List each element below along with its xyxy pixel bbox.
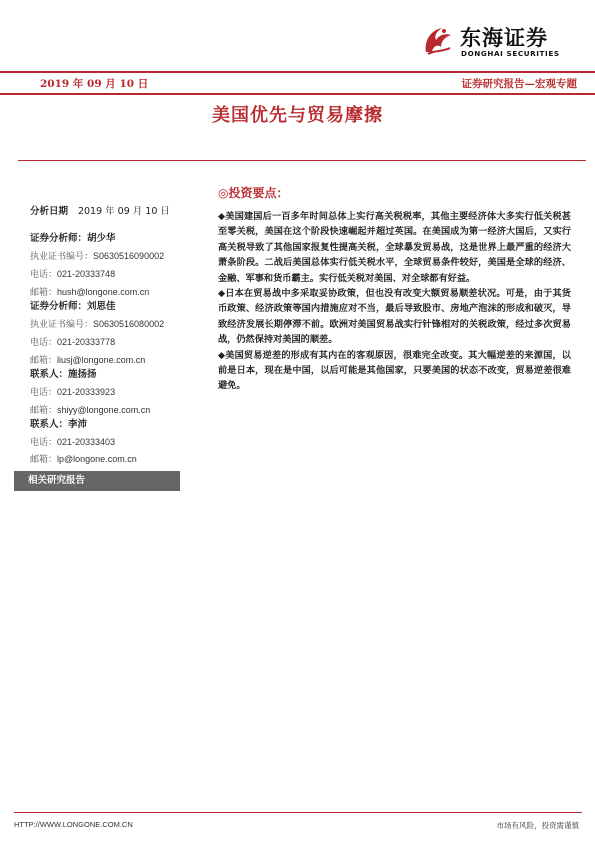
header-rule-top <box>0 71 595 73</box>
analyst-role-label: 证券分析师： <box>30 233 88 244</box>
email-label: 邮箱： <box>30 288 58 298</box>
analyst-name: 胡少华 <box>87 233 116 244</box>
email-label: 邮箱： <box>30 455 58 465</box>
analyst-1-email <box>30 285 149 298</box>
phone-value: 021-20333778 <box>57 337 116 347</box>
analyst-name: 刘思佳 <box>87 301 116 312</box>
cert-value: S0630516080002 <box>93 319 165 329</box>
analyst-2-email <box>30 353 145 366</box>
analyst-1-role <box>30 230 116 244</box>
cert-label: 执业证书编号： <box>30 252 94 262</box>
contact-1-email <box>30 403 150 416</box>
cert-label: 执业证书编号： <box>30 320 94 330</box>
phone-label: 电话： <box>30 438 58 448</box>
phone-label: 电话： <box>30 270 58 280</box>
contact-1-role <box>30 366 97 380</box>
contact-2-role <box>30 416 87 430</box>
report-date: 2019 年 09 月 10 日 <box>40 78 149 90</box>
contact-name: 李沛 <box>68 419 88 430</box>
brand-name-cn: 东海证券 <box>460 25 548 50</box>
brand-logo <box>420 22 580 60</box>
footer-rule <box>14 812 582 813</box>
header-rule-bottom <box>0 93 595 95</box>
analysis-date-value: 2019 年 09 月 10 日 <box>77 206 170 217</box>
phone-value: 021-20333748 <box>57 269 116 279</box>
analyst-role-label: 证券分析师： <box>30 301 88 312</box>
report-type: 证券研究报告—宏观专题 <box>461 78 577 90</box>
analyst-1-phone <box>30 267 115 280</box>
phone-label: 电话： <box>30 338 58 348</box>
key-points-body <box>218 209 571 394</box>
key-point-paragraph: ◆美国建国后一百多年时间总体上实行高关税税率，其他主要经济体大多实行低关税甚至零关税，美国在这个阶段快速崛起并超过英国。在美国成为第一经济大国后，又实行高关税导致了其他国家报复性提高关税，全球暴发贸易战，这是世界上最严重的经济大萧条阶段。二战后美国总体实行低关税水平，全球贸易条件较好，美国是全球的经济、金融、军事和货币霸主。实行低关税对美国、对全球都有好益。 <box>218 211 571 284</box>
contact-role-label: 联系人： <box>30 369 69 380</box>
email-link[interactable]: shiyy@longone.com.cn <box>57 405 151 415</box>
email-label: 邮箱： <box>30 406 58 416</box>
email-label: 邮箱： <box>30 356 58 366</box>
email-link[interactable]: hush@longone.com.cn <box>57 287 150 297</box>
footer-url-link[interactable]: HTTP://WWW.LONGONE.COM.CN <box>14 820 133 829</box>
related-reports-header: 相关研究报告 <box>14 471 180 491</box>
contact-2-email <box>30 452 137 465</box>
analysis-date-row <box>30 203 170 217</box>
report-title: 美国优先与贸易摩擦 <box>212 105 383 126</box>
footer-risk-notice: 市场有风险，投资需谨慎 <box>496 821 579 830</box>
contact-name: 施扬扬 <box>68 369 97 380</box>
dragon-logo-icon <box>420 22 456 58</box>
brand-name-en: DONGHAI SECURITIES <box>461 49 560 58</box>
contact-role-label: 联系人： <box>30 419 69 430</box>
email-link[interactable]: lp@longone.com.cn <box>57 454 137 464</box>
title-divider <box>18 160 586 161</box>
header-bar <box>0 71 595 95</box>
analyst-2-role <box>30 298 116 312</box>
contact-2-phone <box>30 435 115 448</box>
analyst-2-phone <box>30 335 115 348</box>
analyst-1-cert <box>30 249 164 262</box>
phone-value: 021-20333923 <box>57 387 116 397</box>
phone-label: 电话： <box>30 388 58 398</box>
analyst-2-cert <box>30 317 164 330</box>
analysis-date-label: 分析日期 <box>30 206 69 217</box>
key-point-paragraph: ◆日本在贸易战中多采取妥协政策，但也没有改变大额贸易顺差状况。可是，由于其货币政策、经济政策等国内措施应对不当，最后导致股市、房地产泡沫的形成和破灭，导致经济发展长期停滞不前。欧洲对美国贸易战实行针锋相对的关税政策，经过多次贸易战，仍然保持对美国的顺差。 <box>218 288 571 346</box>
key-points-heading: ◎投资要点： <box>218 186 289 200</box>
contact-1-phone <box>30 385 115 398</box>
key-point-paragraph: ◆美国贸易逆差的形成有其内在的客观原因，很难完全改变。其大幅逆差的来源国，以前是日本，现在是中国，以后可能是其他国家，只要美国的状态不改变，贸易逆差很难避免。 <box>218 349 571 392</box>
email-link[interactable]: liusj@longone.com.cn <box>57 355 146 365</box>
cert-value: S0630516090002 <box>93 251 165 261</box>
phone-value: 021-20333403 <box>57 437 116 447</box>
